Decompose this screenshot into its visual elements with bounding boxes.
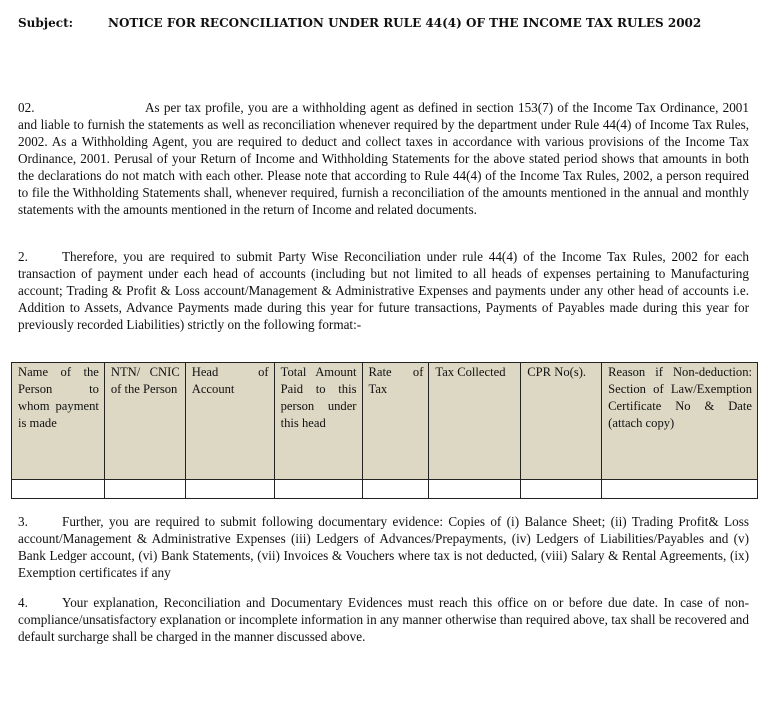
paragraph-4 <box>18 594 749 645</box>
table-cell <box>185 480 274 499</box>
table-cell <box>104 480 185 499</box>
table-cell <box>362 480 429 499</box>
header-total-amount: Total Amount Paid to this person under this head <box>274 363 362 480</box>
paragraph-number: 3. <box>18 514 28 529</box>
header-cpr-no: CPR No(s). <box>521 363 602 480</box>
header-rate-of-tax: Rate of Tax <box>362 363 429 480</box>
header-reason-non-deduction: Reason if Non-deduction: Section of Law/Exemption Certificate No & Date (attach copy) <box>602 363 758 480</box>
subject-title: NOTICE FOR RECONCILIATION UNDER RULE 44(4) OF THE INCOME TAX RULES 2002 <box>108 16 702 30</box>
header-person-name: Name of the Person to whom payment is made <box>12 363 105 480</box>
table-cell <box>274 480 362 499</box>
subject-line <box>18 16 701 30</box>
table-row <box>12 480 758 499</box>
paragraph-3 <box>18 513 749 581</box>
paragraph-text: Further, you are required to submit following documentary evidence: Copies of (i) Balance Sheet; (ii) Trading Profit& Loss account/Management & Administrative Expenses (iii) Ledgers of Advances/Prepayments, (iv) Ledgers of Liabilities/Payables and (v) Bank Ledger account, (vi) Bank Statements, (vii) Invoices & Vouchers where tax is not deducted, (viii) Salary & Rental Agreements, (ix) Exemption certificates if any <box>18 514 749 580</box>
header-tax-collected: Tax Collected <box>429 363 521 480</box>
paragraph-02 <box>18 99 749 218</box>
table-cell <box>429 480 521 499</box>
subject-label: Subject: <box>18 16 74 30</box>
paragraph-number: 4. <box>18 595 28 610</box>
paragraph-2 <box>18 248 749 333</box>
paragraph-number: 2. <box>18 249 28 264</box>
header-head-of-account: Head of Account <box>185 363 274 480</box>
paragraph-text: Your explanation, Reconciliation and Documentary Evidences must reach this office on or before due date. In case of non-compliance/unsatisfactory explanation or incomplete information in any manner otherwise than required above, tax shall be recovered and default surcharge shall be charged in the manner discussed above. <box>18 595 749 644</box>
header-ntn-cnic: NTN/ CNIC of the Person <box>104 363 185 480</box>
reconciliation-table <box>11 362 758 499</box>
table-cell <box>521 480 602 499</box>
paragraph-number: 02. <box>18 100 35 115</box>
table-cell <box>602 480 758 499</box>
paragraph-text: Therefore, you are required to submit Party Wise Reconciliation under rule 44(4) of the Income Tax Rules, 2002 for each transaction of payment under each head of accounts (including but not limited to all heads of expenses pertaining to Manufacturing account; Trading & Profit & Loss account/Management & Administrative Expenses and payments under any other head of accounts i.e. Addition to Assets, Advance Payments made during this year for future transactions, Payments of Payables made during this year for previously recorded Liabilities) strictly on the following format:- <box>18 249 749 332</box>
table-cell <box>12 480 105 499</box>
paragraph-text: As per tax profile, you are a withholding agent as defined in section 153(7) of the Income Tax Ordinance, 2001 and liable to furnish the statements as well as reconciliation whenever required by the department under Rule 44(4) of Income Tax Rules, 2002. As a Withholding Agent, you are required to deduct and collect taxes in accordance with various provisions of the Income Tax Ordinance, 2001. Perusal of your Return of Income and Withholding Statements for the above stated period shows that amounts in both the declarations do not match with each other. Please note that according to Rule 44(4) of the Income Tax Rules, 2002, a person required to file the Withholding Statements shall, whenever required, furnish a reconciliation of the amounts mentioned in the annual and monthly statements with the amounts mentioned in the return of Income and related documents. <box>18 100 749 217</box>
table-header-row <box>12 363 758 480</box>
